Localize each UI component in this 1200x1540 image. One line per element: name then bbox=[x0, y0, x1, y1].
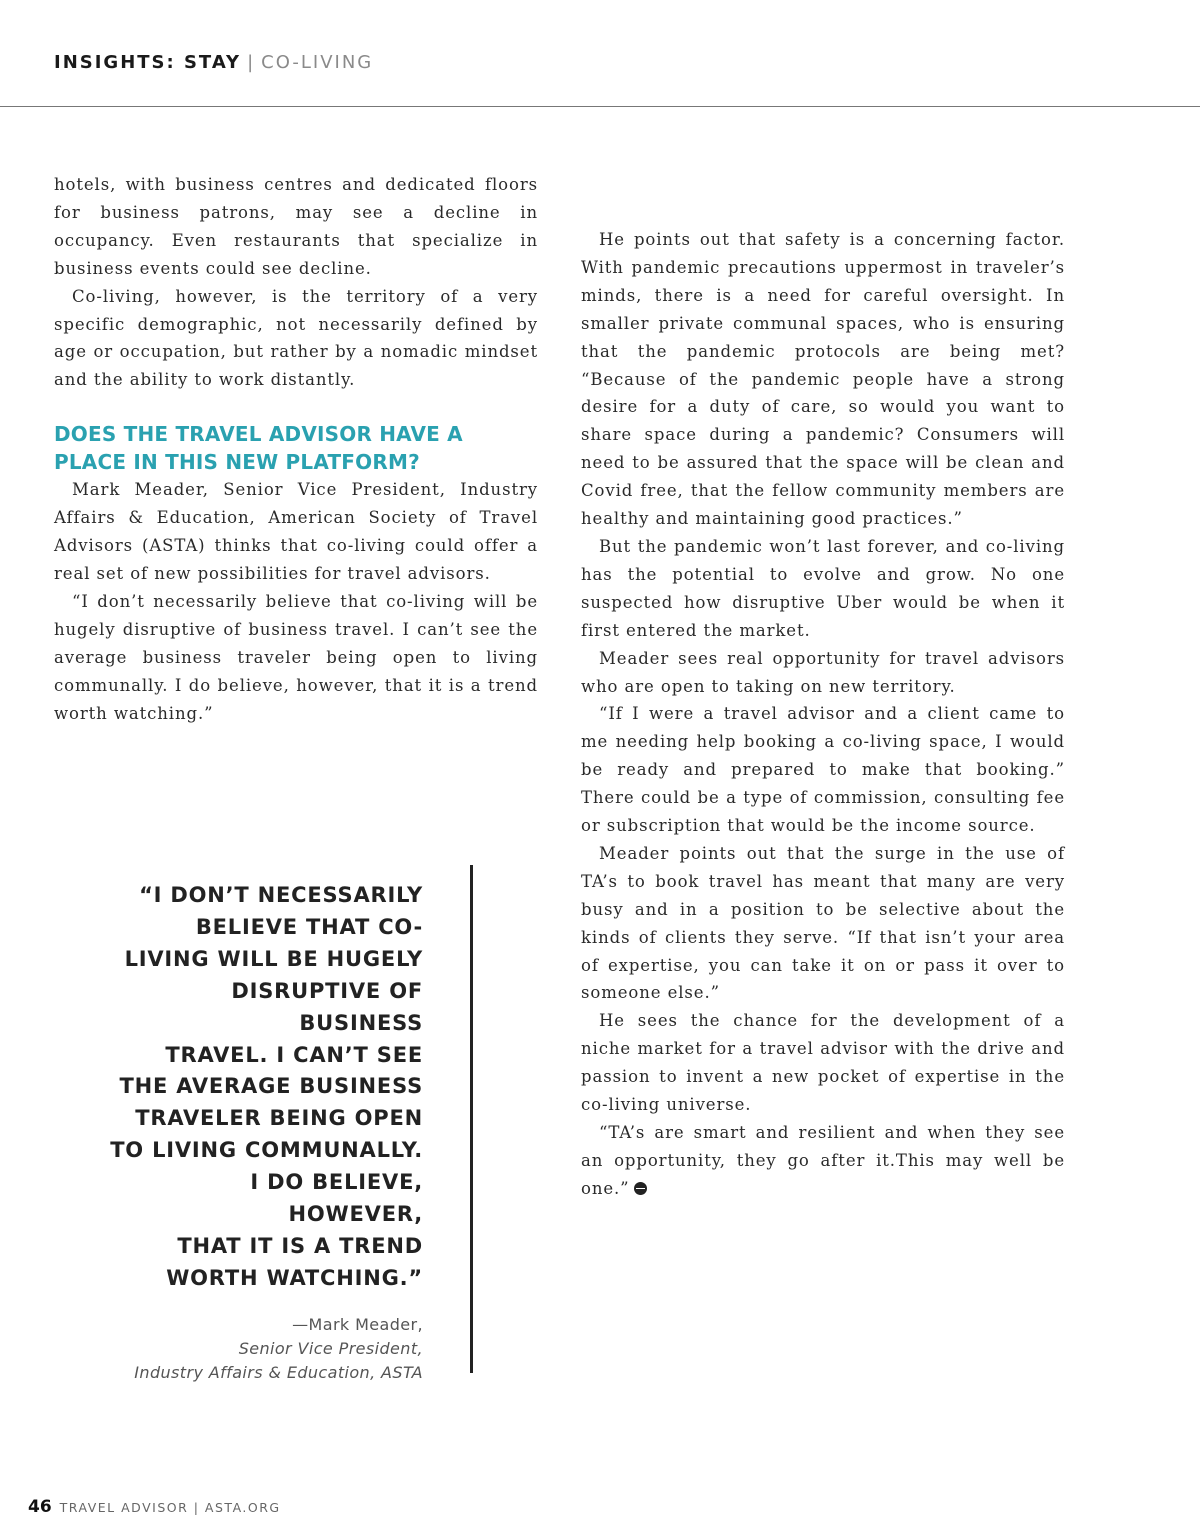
pull-quote-line: TRAVELER BEING OPEN bbox=[135, 1106, 423, 1131]
section-subheading: DOES THE TRAVEL ADVISOR HAVE A PLACE IN THIS NEW PLATFORM? bbox=[54, 422, 463, 475]
pull-quote-line: WORTH WATCHING.” bbox=[166, 1265, 423, 1290]
pull-quote-line: BELIEVE THAT CO- bbox=[195, 914, 423, 939]
section-label: INSIGHTS: STAY bbox=[54, 52, 242, 73]
asta-end-mark-icon bbox=[634, 1182, 647, 1195]
pull-quote-line: THAT IT IS A TREND bbox=[177, 1233, 423, 1258]
body-paragraph-final bbox=[581, 1119, 1065, 1203]
body-paragraph: “If I were a travel advisor and a client came to me needing help booking a co-living space, I would be ready and prepared to make that booking.” There could be a type of commission, consulting fee or subscription that would be the income source. bbox=[581, 704, 1065, 836]
left-column bbox=[54, 171, 538, 727]
body-paragraph: But the pandemic won’t last forever, and co-living has the potential to evolve and grow. No one suspected how disruptive Uber would be when it first entered the market. bbox=[581, 536, 1065, 640]
attribution-organization: Industry Affairs & Education, ASTA bbox=[134, 1362, 423, 1382]
running-header bbox=[54, 52, 373, 73]
attribution-name: —Mark Meader, bbox=[292, 1314, 423, 1334]
attribution-title: Senior Vice President, bbox=[238, 1338, 423, 1358]
body-paragraph: hotels, with business centres and dedicated floors for business patrons, may see a decline in occupancy. Even restaurants that specialize in business events could see decline. bbox=[54, 175, 538, 278]
pull-quote-attribution bbox=[110, 1313, 423, 1385]
body-paragraph: “I don’t necessarily believe that co-living will be hugely disruptive of business travel. I can’t see the average business traveler being open to living communally. I do believe, however, that it is a trend worth watching.” bbox=[54, 591, 538, 723]
publication-name: TRAVEL ADVISOR | ASTA.ORG bbox=[59, 1500, 281, 1515]
header-separator: | bbox=[247, 52, 256, 73]
pull-quote-line: TRAVEL. I CAN’T SEE bbox=[165, 1042, 423, 1067]
pull-quote-line: LIVING WILL BE HUGELY bbox=[124, 946, 423, 971]
body-paragraph: Mark Meader, Senior Vice President, Industry Affairs & Education, American Society of Travel Advisors (ASTA) thinks that co-living could offer a real set of new possibilities for travel advisors. bbox=[54, 480, 538, 583]
pull-quote bbox=[110, 880, 423, 1385]
body-paragraph: He sees the chance for the development of a niche market for a travel advisor with the drive and passion to invent a new pocket of expertise in the co-living universe. bbox=[581, 1011, 1065, 1115]
pull-quote-line: I DO BELIEVE, HOWEVER, bbox=[250, 1170, 423, 1227]
pull-quote-line: “I DON’T NECESSARILY bbox=[139, 883, 423, 907]
header-divider bbox=[0, 106, 1200, 107]
right-column bbox=[581, 226, 1065, 1203]
pull-quote-rule bbox=[470, 865, 473, 1373]
body-paragraph: Meader sees real opportunity for travel advisors who are open to taking on new territory. bbox=[581, 648, 1065, 696]
body-paragraph: Meader points out that the surge in the use of TA’s to book travel has meant that many are very busy and in a position to be selective about the kinds of clients they serve. “If that isn’t your area of expertise, you can take it on or pass it over to someone else.” bbox=[581, 843, 1065, 1003]
pull-quote-line: THE AVERAGE BUSINESS bbox=[119, 1074, 423, 1099]
body-paragraph: He points out that safety is a concerning factor. With pandemic precautions uppermost in traveler’s minds, there is a need for careful oversight. In smaller private communal spaces, who is ensuring that the pandemic protocols are being met? “Because of the pandemic people have a strong desire for a duty of care, so would you want to share space during a pandemic? Consumers will need to be assured that the space will be clean and Covid free, that the fellow community members are healthy and maintaining good practices.” bbox=[581, 230, 1065, 529]
page-number: 46 bbox=[28, 1497, 52, 1517]
pull-quote-line: DISRUPTIVE OF BUSINESS bbox=[231, 978, 423, 1035]
pull-quote-line: TO LIVING COMMUNALLY. bbox=[110, 1138, 423, 1163]
subsection-label: CO-LIVING bbox=[261, 52, 374, 73]
final-paragraph-text: “TA’s are smart and resilient and when they see an opportunity, they go after it.This may well be one.” bbox=[581, 1123, 1065, 1198]
pull-quote-text bbox=[110, 880, 423, 1295]
page-footer bbox=[28, 1497, 281, 1517]
body-paragraph: Co-living, however, is the territory of a very specific demographic, not necessarily defined by age or occupation, but rather by a nomadic mindset and the ability to work distantly. bbox=[54, 286, 538, 390]
